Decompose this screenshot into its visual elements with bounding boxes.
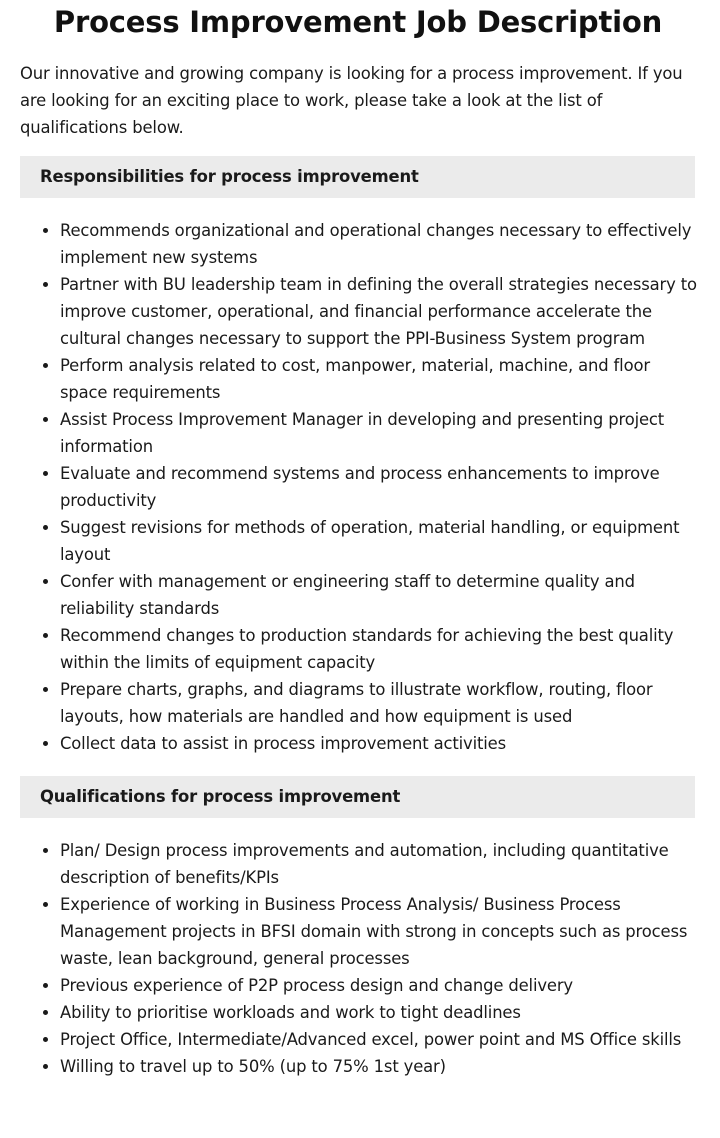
list-item: • Ability to prioritise workloads and work to tight deadlines [60, 999, 700, 1026]
list-item: • Recommends organizational and operational changes necessary to effectively implement new systems [60, 217, 700, 271]
qualifications-heading: Qualifications for process improvement [20, 776, 695, 818]
list-item: • Willing to travel up to 50% (up to 75% 1st year) [60, 1053, 700, 1080]
list-item: • Plan/ Design process improvements and automation, including quantitative description of benefits/KPIs [60, 837, 700, 891]
qualifications-list [60, 837, 700, 1080]
list-item: • Collect data to assist in process improvement activities [60, 730, 700, 757]
intro-paragraph: Our innovative and growing company is looking for a process improvement. If you are looking for an exciting place to work, please take a look at the list of qualifications below. [20, 64, 683, 137]
list-item: • Assist Process Improvement Manager in developing and presenting project information [60, 406, 700, 460]
list-item: • Evaluate and recommend systems and process enhancements to improve productivity [60, 460, 700, 514]
list-item: • Previous experience of P2P process design and change delivery [60, 972, 700, 999]
list-item: • Suggest revisions for methods of operation, material handling, or equipment layout [60, 514, 700, 568]
list-item: • Project Office, Intermediate/Advanced excel, power point and MS Office skills [60, 1026, 700, 1053]
page-title: Process Improvement Job Description [53, 5, 663, 39]
list-item: • Perform analysis related to cost, manpower, material, machine, and floor space requirements [60, 352, 700, 406]
list-item: • Prepare charts, graphs, and diagrams to illustrate workflow, routing, floor layouts, how materials are handled and how equipment is used [60, 676, 700, 730]
list-item: • Recommend changes to production standards for achieving the best quality within the limits of equipment capacity [60, 622, 700, 676]
list-item: • Confer with management or engineering staff to determine quality and reliability standards [60, 568, 700, 622]
responsibilities-heading: Responsibilities for process improvement [20, 156, 695, 198]
responsibilities-list [60, 217, 700, 757]
list-item: • Experience of working in Business Process Analysis/ Business Process Management projects in BFSI domain with strong in concepts such as process waste, lean background, general processes [60, 891, 700, 972]
list-item: • Partner with BU leadership team in defining the overall strategies necessary to improve customer, operational, and financial performance accelerate the cultural changes necessary to support the PPI-Business System program [60, 271, 700, 352]
